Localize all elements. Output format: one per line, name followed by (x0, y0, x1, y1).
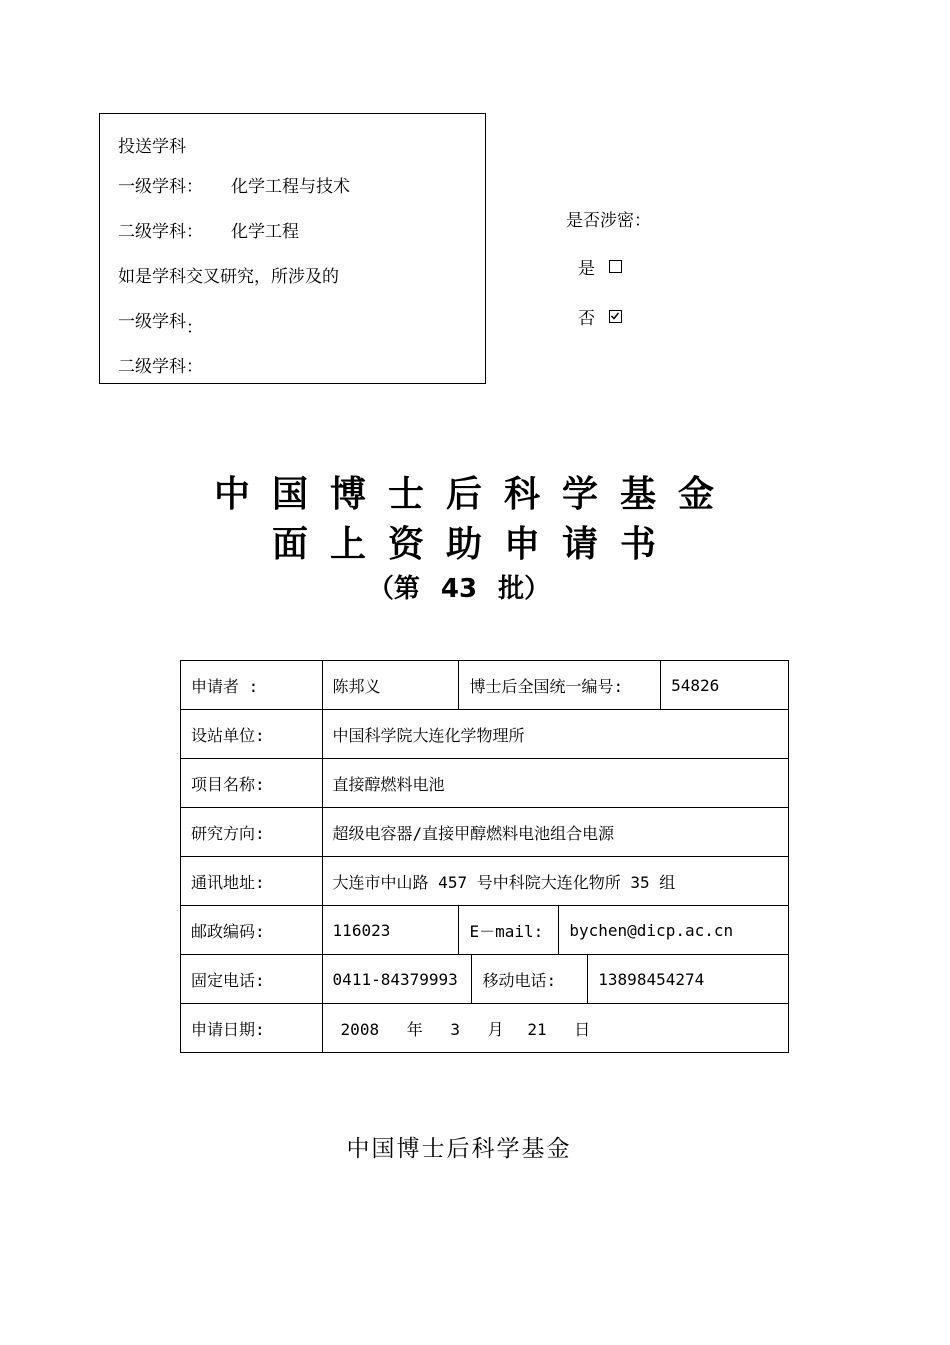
cross-level1-colon: ： (186, 318, 203, 338)
date-year: 2008 (340, 1019, 380, 1039)
secret-label: 是否涉密： (566, 211, 651, 231)
subject-level1-label: 一级学科： (118, 177, 203, 197)
applicant-label: 申请者 : (181, 661, 323, 710)
batch-close: 批） (498, 574, 551, 604)
id-value[interactable]: 54826 (661, 661, 789, 710)
subject-level2-row (118, 217, 299, 242)
cross-subject-note: 如是学科交叉研究，所涉及的 (118, 267, 339, 287)
table-row (181, 710, 789, 759)
address-value[interactable]: 大连市中山路 457 号中科院大连化物所 35 组 (322, 857, 788, 906)
secret-yes-checkbox[interactable] (609, 260, 622, 273)
subject-level1-value: 化学工程与技术 (231, 177, 350, 197)
table-row (181, 857, 789, 906)
postcode-label: 邮政编码: (181, 906, 323, 955)
email-value[interactable]: bychen@dicp.ac.cn (559, 906, 789, 955)
table-row (181, 661, 789, 710)
date-label: 申请日期: (181, 1004, 323, 1053)
mobile-value[interactable]: 13898454274 (588, 955, 789, 1004)
cross-level2-label: 二级学科： (118, 357, 203, 377)
secret-no-checkbox[interactable] (609, 310, 622, 323)
title-line2: 面上资助申请书 (271, 524, 678, 565)
date-year-unit: 年 (406, 1019, 423, 1039)
mobile-label: 移动电话: (472, 955, 588, 1004)
application-info-table (180, 660, 789, 1053)
phone-value[interactable]: 0411-84379993 (322, 955, 472, 1004)
postcode-value[interactable]: 116023 (322, 906, 459, 955)
table-row (181, 1004, 789, 1053)
subject-heading: 投送学科 (118, 137, 186, 157)
secret-option-no[interactable] (578, 304, 622, 329)
subject-level1-row (118, 172, 350, 197)
unit-label: 设站单位: (181, 710, 323, 759)
table-row (181, 955, 789, 1004)
cross-level1-row (118, 307, 203, 338)
subject-level2-value: 化学工程 (231, 222, 299, 242)
footer-org: 中国博士后科学基金 (346, 1136, 572, 1162)
title-line1: 中国博士后科学基金 (213, 474, 736, 515)
secret-yes-label: 是 (578, 259, 595, 279)
table-row (181, 808, 789, 857)
checkmark-icon (610, 311, 620, 321)
address-label: 通讯地址: (181, 857, 323, 906)
date-month: 3 (450, 1019, 461, 1039)
date-day-unit: 日 (574, 1019, 591, 1039)
table-row (181, 906, 789, 955)
subject-level2-label: 二级学科： (118, 222, 203, 242)
subject-box (99, 113, 486, 384)
direction-label: 研究方向: (181, 808, 323, 857)
secret-option-yes[interactable] (578, 254, 622, 279)
table-row (181, 759, 789, 808)
title-batch (0, 568, 918, 605)
project-label: 项目名称: (181, 759, 323, 808)
project-value[interactable]: 直接醇燃料电池 (322, 759, 788, 808)
direction-value[interactable]: 超级电容器/直接甲醇燃料电池组合电源 (322, 808, 788, 857)
phone-label: 固定电话: (181, 955, 323, 1004)
date-month-unit: 月 (487, 1019, 504, 1039)
email-label: E－mail: (459, 906, 559, 955)
cross-level1-label: 一级学科 (118, 312, 186, 332)
date-value[interactable] (322, 1004, 788, 1053)
unit-value[interactable]: 中国科学院大连化学物理所 (322, 710, 788, 759)
secret-no-label: 否 (578, 309, 595, 329)
date-day: 21 (527, 1019, 547, 1039)
batch-open: （第 (367, 574, 420, 604)
batch-number: 43 (440, 574, 478, 604)
id-label: 博士后全国统一编号: (459, 661, 661, 710)
applicant-value[interactable]: 陈邦义 (322, 661, 459, 710)
